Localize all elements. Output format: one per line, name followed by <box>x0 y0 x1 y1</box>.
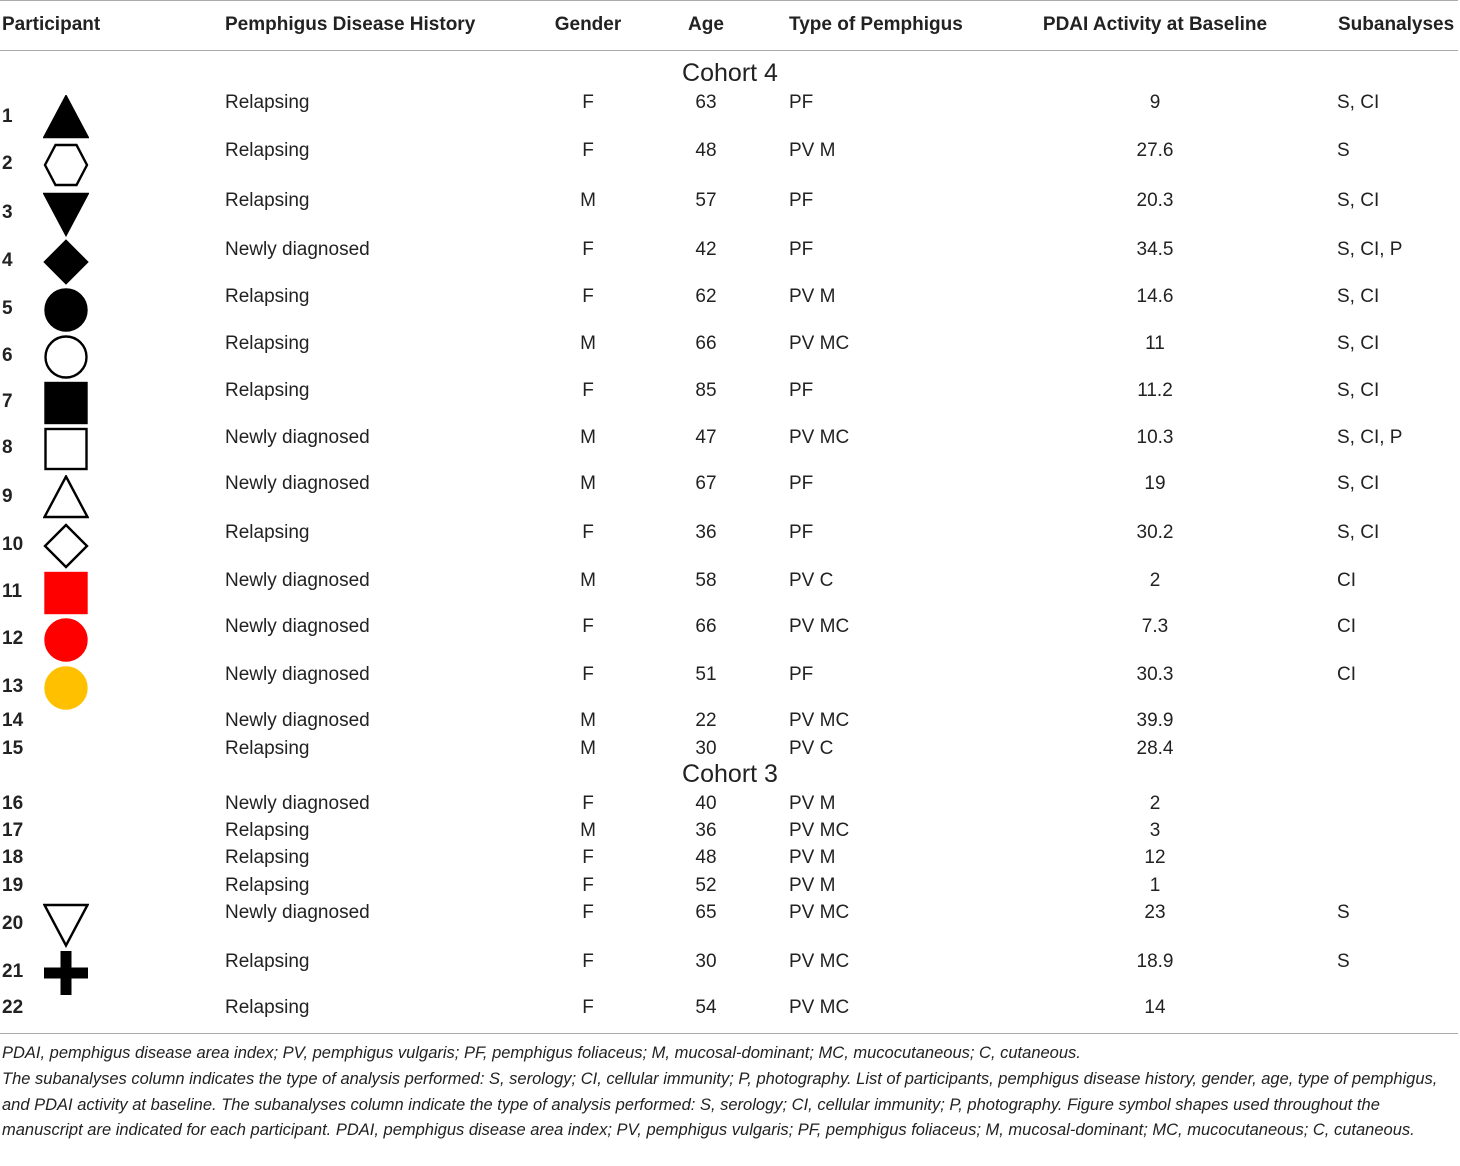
cell-gender: M <box>580 427 596 448</box>
cell-pdai: 30.3 <box>1136 664 1174 685</box>
cell-history: Relapsing <box>225 140 310 161</box>
table-row <box>0 333 1460 354</box>
cell-age: 30 <box>695 738 717 759</box>
cell-pdai: 14.6 <box>1136 286 1174 307</box>
triangle-up-open-icon <box>43 475 89 521</box>
cell-gender: M <box>580 333 596 354</box>
participant-number: 18 <box>2 847 24 868</box>
cell-gender: F <box>582 92 594 113</box>
circle-filled-icon <box>43 617 89 663</box>
cell-age: 57 <box>695 190 717 211</box>
cell-age: 48 <box>695 140 717 161</box>
cell-type: PV C <box>789 738 834 759</box>
cell-type: PV M <box>789 286 836 307</box>
hexagon-open-icon <box>43 142 89 188</box>
footnote-abbreviations: PDAI, pemphigus disease area index; PV, pemphigus vulgaris; PF, pemphigus foliaceus; M, mucosal-dominant; MC, mucocutaneous; C, cutaneous. <box>2 1044 1081 1062</box>
table-row <box>0 902 1460 923</box>
cell-history: Newly diagnosed <box>225 239 370 260</box>
header-history: Pemphigus Disease History <box>225 14 476 35</box>
cell-history: Relapsing <box>225 738 310 759</box>
plus-filled-icon <box>43 950 89 996</box>
cell-history: Newly diagnosed <box>225 902 370 923</box>
cell-history: Newly diagnosed <box>225 616 370 637</box>
cell-type: PV MC <box>789 427 850 448</box>
circle-open-icon <box>43 334 89 380</box>
cell-type: PF <box>789 190 814 211</box>
cell-age: 51 <box>695 664 717 685</box>
cell-age: 52 <box>695 875 717 896</box>
circle-filled-icon <box>43 665 89 711</box>
cell-age: 62 <box>695 286 717 307</box>
cell-gender: F <box>582 286 594 307</box>
cell-age: 58 <box>695 570 717 591</box>
square-filled-icon <box>43 380 89 426</box>
square-filled-icon <box>43 570 89 616</box>
cell-gender: F <box>582 875 594 896</box>
table-row <box>0 380 1460 401</box>
cell-age: 42 <box>695 239 717 260</box>
cell-history: Relapsing <box>225 190 310 211</box>
cell-type: PV M <box>789 847 836 868</box>
cell-age: 63 <box>695 92 717 113</box>
cell-pdai: 23 <box>1144 902 1166 923</box>
cell-gender: M <box>580 570 596 591</box>
table-row <box>0 190 1460 211</box>
table-row <box>0 570 1460 591</box>
participant-number: 22 <box>2 997 24 1018</box>
cell-gender: F <box>582 239 594 260</box>
cell-pdai: 28.4 <box>1136 738 1174 759</box>
cell-subanalyses: S, CI, P <box>1337 427 1403 448</box>
cell-history: Relapsing <box>225 380 310 401</box>
triangle-down-filled-icon <box>43 191 89 237</box>
cell-type: PV MC <box>789 820 850 841</box>
cell-history: Newly diagnosed <box>225 710 370 731</box>
cell-age: 66 <box>695 333 717 354</box>
cell-subanalyses: S, CI <box>1337 333 1380 354</box>
cell-history: Relapsing <box>225 997 310 1018</box>
cell-type: PV MC <box>789 710 850 731</box>
cell-subanalyses: S, CI <box>1337 473 1380 494</box>
header-pdai: PDAI Activity at Baseline <box>1042 14 1268 35</box>
table-row <box>0 140 1460 161</box>
cell-gender: F <box>582 380 594 401</box>
cell-type: PF <box>789 664 814 685</box>
cell-pdai: 14 <box>1144 997 1166 1018</box>
table-row <box>0 664 1460 685</box>
participant-number: 1 <box>2 106 13 127</box>
cell-type: PV C <box>789 570 834 591</box>
cell-pdai: 27.6 <box>1136 140 1174 161</box>
table-row <box>0 286 1460 307</box>
cell-age: 65 <box>695 902 717 923</box>
cell-gender: F <box>582 793 594 814</box>
cell-gender: M <box>580 738 596 759</box>
triangle-down-open-icon <box>43 902 89 948</box>
cell-age: 40 <box>695 793 717 814</box>
cell-subanalyses: S <box>1337 902 1350 923</box>
table-row <box>0 427 1460 448</box>
cohort-4-label: Cohort 4 <box>682 59 778 87</box>
cell-type: PV M <box>789 875 836 896</box>
diamond-filled-icon <box>43 239 89 285</box>
cell-type: PV MC <box>789 997 850 1018</box>
cell-history: Newly diagnosed <box>225 427 370 448</box>
cell-pdai: 11 <box>1145 333 1165 354</box>
participant-number: 10 <box>2 534 24 555</box>
participant-number: 13 <box>2 676 24 697</box>
cell-history: Newly diagnosed <box>225 793 370 814</box>
header-type: Type of Pemphigus <box>789 14 963 35</box>
cell-pdai: 20.3 <box>1136 190 1174 211</box>
cell-subanalyses: CI <box>1337 616 1356 637</box>
cell-gender: M <box>580 473 596 494</box>
cell-gender: F <box>582 522 594 543</box>
cell-type: PV M <box>789 793 836 814</box>
cell-type: PF <box>789 380 814 401</box>
cell-subanalyses: S, CI <box>1337 380 1380 401</box>
cell-history: Relapsing <box>225 92 310 113</box>
participant-number: 2 <box>2 153 13 174</box>
cell-gender: F <box>582 847 594 868</box>
participant-number: 21 <box>2 961 24 982</box>
cell-history: Relapsing <box>225 522 310 543</box>
cell-subanalyses: S, CI <box>1337 190 1380 211</box>
cell-subanalyses: S <box>1337 140 1350 161</box>
cell-type: PV MC <box>789 333 850 354</box>
cell-age: 66 <box>695 616 717 637</box>
cell-subanalyses: S <box>1337 951 1350 972</box>
participant-number: 16 <box>2 793 24 814</box>
cell-age: 67 <box>695 473 717 494</box>
participant-number: 14 <box>2 710 24 731</box>
participant-number: 4 <box>2 250 13 271</box>
cell-type: PF <box>789 239 814 260</box>
cell-gender: F <box>582 616 594 637</box>
table-row <box>0 473 1460 494</box>
cell-pdai: 1 <box>1149 875 1161 896</box>
header-subanalyses: Subanalyses <box>1338 14 1455 35</box>
participant-number: 7 <box>2 391 13 412</box>
table-row <box>0 522 1460 543</box>
participant-number: 11 <box>2 581 23 602</box>
cell-history: Relapsing <box>225 333 310 354</box>
cohort-3-label: Cohort 3 <box>682 760 778 788</box>
cell-type: PV MC <box>789 902 850 923</box>
cell-gender: F <box>582 664 594 685</box>
cell-history: Newly diagnosed <box>225 473 370 494</box>
table-row <box>0 92 1460 113</box>
cell-pdai: 19 <box>1144 473 1166 494</box>
cell-type: PV MC <box>789 616 850 637</box>
cell-gender: F <box>582 951 594 972</box>
participant-number: 8 <box>2 437 13 458</box>
cell-gender: F <box>582 140 594 161</box>
triangle-up-filled-icon <box>43 95 89 141</box>
header-age: Age <box>688 14 724 35</box>
cell-pdai: 11.2 <box>1137 380 1173 401</box>
participant-number: 15 <box>2 738 24 759</box>
cell-age: 48 <box>695 847 717 868</box>
circle-filled-icon <box>43 287 89 333</box>
participant-number: 12 <box>2 628 24 649</box>
participant-number: 17 <box>2 820 24 841</box>
cell-gender: M <box>580 820 596 841</box>
cell-history: Newly diagnosed <box>225 664 370 685</box>
cell-pdai: 7.3 <box>1141 616 1169 637</box>
participant-number: 5 <box>2 298 13 319</box>
square-open-icon <box>43 426 89 472</box>
cell-pdai: 39.9 <box>1136 710 1174 731</box>
cell-gender: F <box>582 997 594 1018</box>
footnote-description: The subanalyses column indicates the type of analysis performed: S, serology; CI, cellular immunity; P, photography. List of participants, pemphigus disease history, gender, age, type of pemphigus, and PDAI activity at baseline. The subanalyses column indicate the type of analysis performed: S, serology; CI, cellular immunity; P, photography. Figure symbol shapes used throughout the manuscript are indicated for each participant. PDAI, pemphigus disease area index; PV, pemphigus vulgaris; PF, pemphigus foliaceus; M, mucosal-dominant; MC, mucocutaneous; C, cutaneous. <box>2 1070 1438 1139</box>
cell-age: 22 <box>695 710 717 731</box>
cell-subanalyses: S, CI <box>1337 522 1380 543</box>
cell-history: Newly diagnosed <box>225 570 370 591</box>
cell-pdai: 18.9 <box>1136 951 1174 972</box>
cell-history: Relapsing <box>225 847 310 868</box>
cell-type: PF <box>789 473 814 494</box>
cell-subanalyses: CI <box>1337 570 1356 591</box>
participant-number: 20 <box>2 913 24 934</box>
cell-subanalyses: S, CI, P <box>1337 239 1403 260</box>
cell-history: Relapsing <box>225 820 310 841</box>
cell-history: Relapsing <box>225 951 310 972</box>
participant-number: 6 <box>2 345 13 366</box>
cell-gender: M <box>580 710 596 731</box>
bottom-rule <box>0 1033 1458 1034</box>
diamond-open-icon <box>43 523 89 569</box>
participant-number: 9 <box>2 486 13 507</box>
cell-history: Relapsing <box>225 875 310 896</box>
cell-gender: F <box>582 902 594 923</box>
participant-number: 19 <box>2 875 24 896</box>
cell-subanalyses: CI <box>1337 664 1356 685</box>
top-rule <box>0 0 1458 1</box>
cell-age: 85 <box>695 380 717 401</box>
cell-pdai: 34.5 <box>1136 239 1174 260</box>
cell-pdai: 2 <box>1149 793 1161 814</box>
cell-pdai: 9 <box>1149 92 1161 113</box>
cell-pdai: 10.3 <box>1136 427 1174 448</box>
table-row <box>0 616 1460 637</box>
participant-number: 3 <box>2 202 13 223</box>
cell-subanalyses: S, CI <box>1337 92 1380 113</box>
cell-type: PV MC <box>789 951 850 972</box>
cell-type: PV M <box>789 140 836 161</box>
cell-gender: M <box>580 190 596 211</box>
cell-type: PF <box>789 92 814 113</box>
cell-type: PF <box>789 522 814 543</box>
cell-age: 47 <box>695 427 717 448</box>
cell-age: 30 <box>695 951 717 972</box>
table-row <box>0 239 1460 260</box>
cell-age: 36 <box>695 820 717 841</box>
cell-subanalyses: S, CI <box>1337 286 1380 307</box>
cell-history: Relapsing <box>225 286 310 307</box>
cell-pdai: 30.2 <box>1136 522 1174 543</box>
cell-age: 54 <box>695 997 717 1018</box>
cell-age: 36 <box>695 522 717 543</box>
cell-pdai: 2 <box>1149 570 1161 591</box>
cell-pdai: 12 <box>1144 847 1166 868</box>
header-gender: Gender <box>554 14 622 35</box>
header-participant: Participant <box>2 14 101 35</box>
cell-pdai: 3 <box>1149 820 1161 841</box>
header-rule <box>0 50 1458 51</box>
